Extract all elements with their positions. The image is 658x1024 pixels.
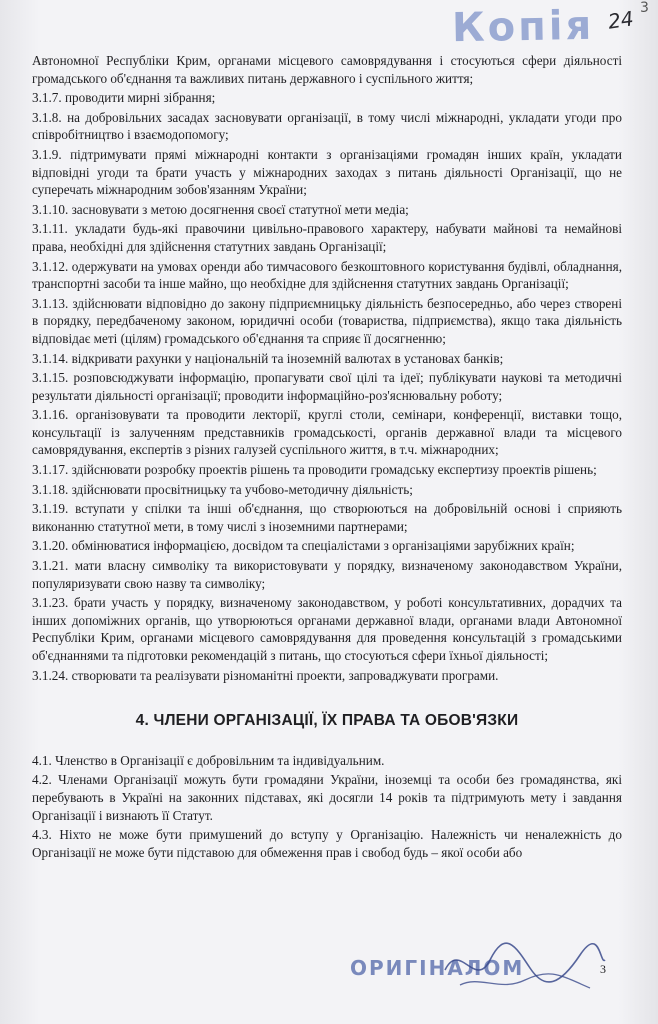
paragraph: 3.1.19. вступати у спілки та інші об'єднання, що створюються на добровільній основі і сприяють виконанню статутної мети, в тому числі з іноземними партнерами; <box>32 501 622 534</box>
paragraph: 3.1.8. на добровільних засадах засновувати організації, в тому числі міжнародні, укладати угоди про співробітництво і взаємодопомогу; <box>32 109 622 143</box>
paragraph: 3.1.12. одержувати на умовах оренди або тимчасового безкоштовного користування будівлі, обладнання, транспортні засоби та інше майно, що необхідне для здійснення статутних завдань Організації; <box>32 258 622 292</box>
paragraph: 3.1.16. організовувати та проводити лекторії, круглі столи, семінари, конференції, виставки тощо, консультації із залученням представників громадськості, органів державної влади та місцевого самоврядування, експертів з різних галузей суспільного життя, в т.ч. міжнародних; <box>32 407 622 458</box>
paragraph: 3.1.10. засновувати з метою досягнення своєї статутної мети медіа; <box>32 201 409 217</box>
paragraph: 3.1.21. мати власну символіку та використовувати у порядку, визначеному законодавством України, популяризувати свою назву та символіку; <box>32 558 622 591</box>
paragraph: 3.1.23. брати участь у порядку, визначеному законодавством, у роботі консультативних, дорадчих та інших допоміжних органів, що утворюються органами державної влади, органами влади Автономної Республіки Крим, органами місцевого самоврядування для проведення консультацій з громадськими об'єднаннями та підготовки рекомендацій з питань, що стосуються сфери їхньої діяльності; <box>32 595 622 663</box>
paragraph: 3.1.14. відкривати рахунки у національній та іноземній валютах в установах банків; <box>32 350 504 366</box>
paragraph: 4.2. Членами Організації можуть бути громадяни України, іноземці та особи без громадянства, які перебувають в Україні на законних підставах, які досягли 14 років та підтримують мету і завдання Організації і визнають її Статут. <box>32 772 622 823</box>
document-body <box>32 52 622 863</box>
section-heading: 4. ЧЛЕНИ ОРГАНІЗАЦІЇ, ЇХ ПРАВА ТА ОБОВ'ЯЗКИ <box>135 712 519 730</box>
paragraph: 4.3. Ніхто не може бути примушений до вступу у Організацію. Належність чи неналежність до Організації не може бути підставою для обмеження прав і свобод будь – якої особи або <box>32 827 622 860</box>
original-stamp: ОРИГІНАЛОМ <box>350 956 525 980</box>
page-number: 3 <box>600 962 606 976</box>
paragraph: 3.1.20. обмінюватися інформацією, досвідом та спеціалістами з організаціями зарубіжних країн; <box>32 538 575 554</box>
handwritten-page-number: 24 <box>606 6 635 34</box>
paragraph: 3.1.15. розповсюджувати інформацію, пропагувати свої цілі та ідеї; публікувати наукові та методичні результати діяльності організації; проводити інформаційно-роз'яснювальну роботу; <box>32 370 622 403</box>
paragraph: 3.1.7. проводити мирні зібрання; <box>32 90 216 106</box>
paragraph: 3.1.18. здійснювати просвітницьку та учбово-методичну діяльність; <box>32 481 413 497</box>
paragraph: 3.1.17. здійснювати розробку проектів рішень та проводити громадську експертизу проектів рішень; <box>32 462 597 478</box>
corner-number: 3 <box>640 0 649 16</box>
paragraph: 3.1.13. здійснювати відповідно до закону підприємницьку діяльність безпосередньо, або через створені в порядку, передбаченому законом, юридичні особи (товариства, підприємства), якщо така діяльність відповідає меті (цілям) громадського об'єднання та сприяє її досягненню; <box>32 295 622 346</box>
paragraph: 3.1.9. підтримувати прямі міжнародні контакти з організаціями громадян інших країн, укладати відповідні угоди та брати участь у міжнародних заходах з питань діяльності Організації, що не суперечать міжнародним зобов'язанням України; <box>32 146 622 198</box>
paragraph: 3.1.11. укладати будь-які правочини цивільно-правового характеру, набувати майнові та немайнові права, необхідні для здійснення статутних завдань Організації; <box>32 221 622 254</box>
paragraph: 4.1. Членство в Організації є добровільним та індивідуальним. <box>32 752 385 768</box>
paragraph: Автономної Республіки Крим, органами місцевого самоврядування і стосуються сфери діяльності громадського об'єднання та важливих питань державного і суспільного життя; <box>32 53 622 86</box>
copy-stamp: Копія <box>451 2 595 52</box>
signature <box>440 930 610 1000</box>
paragraph: 3.1.24. створювати та реалізувати різноманітні проекти, запроваджувати програми. <box>32 667 499 683</box>
